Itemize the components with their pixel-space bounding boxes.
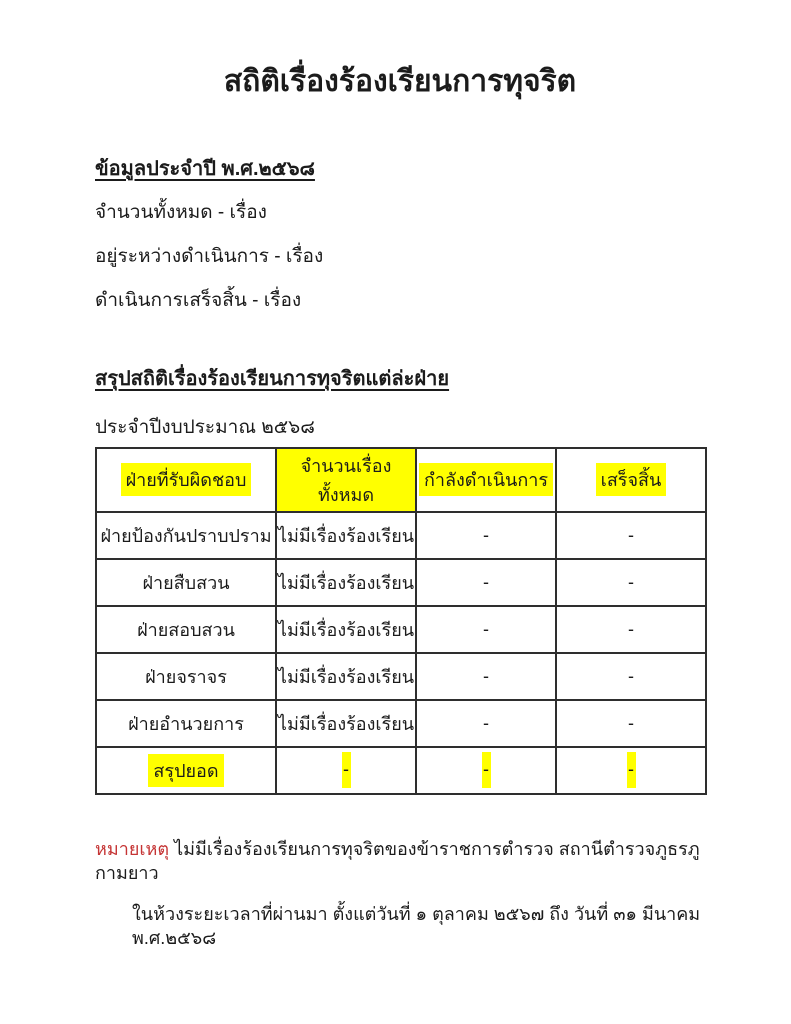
total-cell: ไม่มีเรื่องร้องเรียน (276, 700, 416, 747)
header-done-highlight: เสร็จสิ้น (596, 463, 667, 496)
done-cell: - (556, 700, 706, 747)
annual-data-heading: ข้อมูลประจำปี พ.ศ.๒๕๖๘ (95, 157, 315, 180)
total-cell: ไม่มีเรื่องร้องเรียน (276, 559, 416, 606)
page-title: สถิติเรื่องร้องเรียนการทุจริต (223, 65, 577, 98)
in-progress-cell: - (416, 512, 556, 559)
in-progress-cell: - (416, 606, 556, 653)
total-cell: ไม่มีเรื่องร้องเรียน (276, 512, 416, 559)
dept-cell: ฝ่ายอำนวยการ (96, 700, 276, 747)
dept-cell: ฝ่ายสอบสวน (96, 606, 276, 653)
table-row (96, 700, 706, 747)
note-text: ไม่มีเรื่องร้องเรียนการทุจริตของข้าราชการตำรวจ สถานีตำรวจภูธรภูกามยาว (95, 838, 700, 883)
in-progress-cell: - (416, 700, 556, 747)
done-cell: - (556, 512, 706, 559)
done-cell: - (556, 606, 706, 653)
table-row (96, 512, 706, 559)
header-in-progress-highlight: กำลังดำเนินการ (419, 463, 553, 496)
completed-cases-line: ดำเนินการเสร็จสิ้น - เรื่อง (95, 289, 302, 311)
table-row (96, 606, 706, 653)
fiscal-year-line: ประจำปีงบประมาณ ๒๕๖๘ (95, 416, 315, 438)
header-dept-highlight: ฝ่ายที่รับผิดชอบ (121, 463, 252, 496)
header-dept (96, 448, 276, 512)
summary-in-progress-cell (416, 747, 556, 794)
summary-total-highlight: - (342, 752, 351, 788)
summary-done-highlight: - (627, 752, 636, 788)
header-total-highlight: จำนวนเรื่องทั้งหมด (277, 449, 415, 511)
header-total (276, 448, 416, 512)
in-progress-cases-line: อยู่ระหว่างดำเนินการ - เรื่อง (95, 245, 324, 267)
summary-label-cell (96, 747, 276, 794)
dept-cell: ฝ่ายสืบสวน (96, 559, 276, 606)
dept-cell: ฝ่ายจราจร (96, 653, 276, 700)
in-progress-cell: - (416, 559, 556, 606)
done-cell: - (556, 653, 706, 700)
summary-total-cell (276, 747, 416, 794)
table-summary-row (96, 747, 706, 794)
summary-in-progress-highlight: - (482, 752, 491, 788)
note-line2: ในห้วงระยะเวลาที่ผ่านมา ตั้งแต่วันที่ ๑ ตุลาคม ๒๕๖๗ ถึง วันที่ ๓๑ มีนาคม พ.ศ.๒๕๖๘ (132, 903, 701, 948)
note-line1 (95, 837, 705, 885)
summary-done-cell (556, 747, 706, 794)
header-done (556, 448, 706, 512)
table-row (96, 559, 706, 606)
done-cell: - (556, 559, 706, 606)
total-cell: ไม่มีเรื่องร้องเรียน (276, 653, 416, 700)
table-header-row (96, 448, 706, 512)
complaints-table (95, 447, 707, 795)
total-cases-line: จำนวนทั้งหมด - เรื่อง (95, 201, 267, 223)
summary-heading: สรุปสถิติเรื่องร้องเรียนการทุจริตแต่ล่ะฝ่าย (95, 367, 450, 390)
in-progress-cell: - (416, 653, 556, 700)
summary-label-highlight: สรุปยอด (148, 754, 223, 787)
dept-cell: ฝ่ายป้องกันปราบปราม (96, 512, 276, 559)
table-row (96, 653, 706, 700)
total-cell: ไม่มีเรื่องร้องเรียน (276, 606, 416, 653)
note-label: หมายเหตุ (95, 838, 170, 859)
header-in-progress (416, 448, 556, 512)
